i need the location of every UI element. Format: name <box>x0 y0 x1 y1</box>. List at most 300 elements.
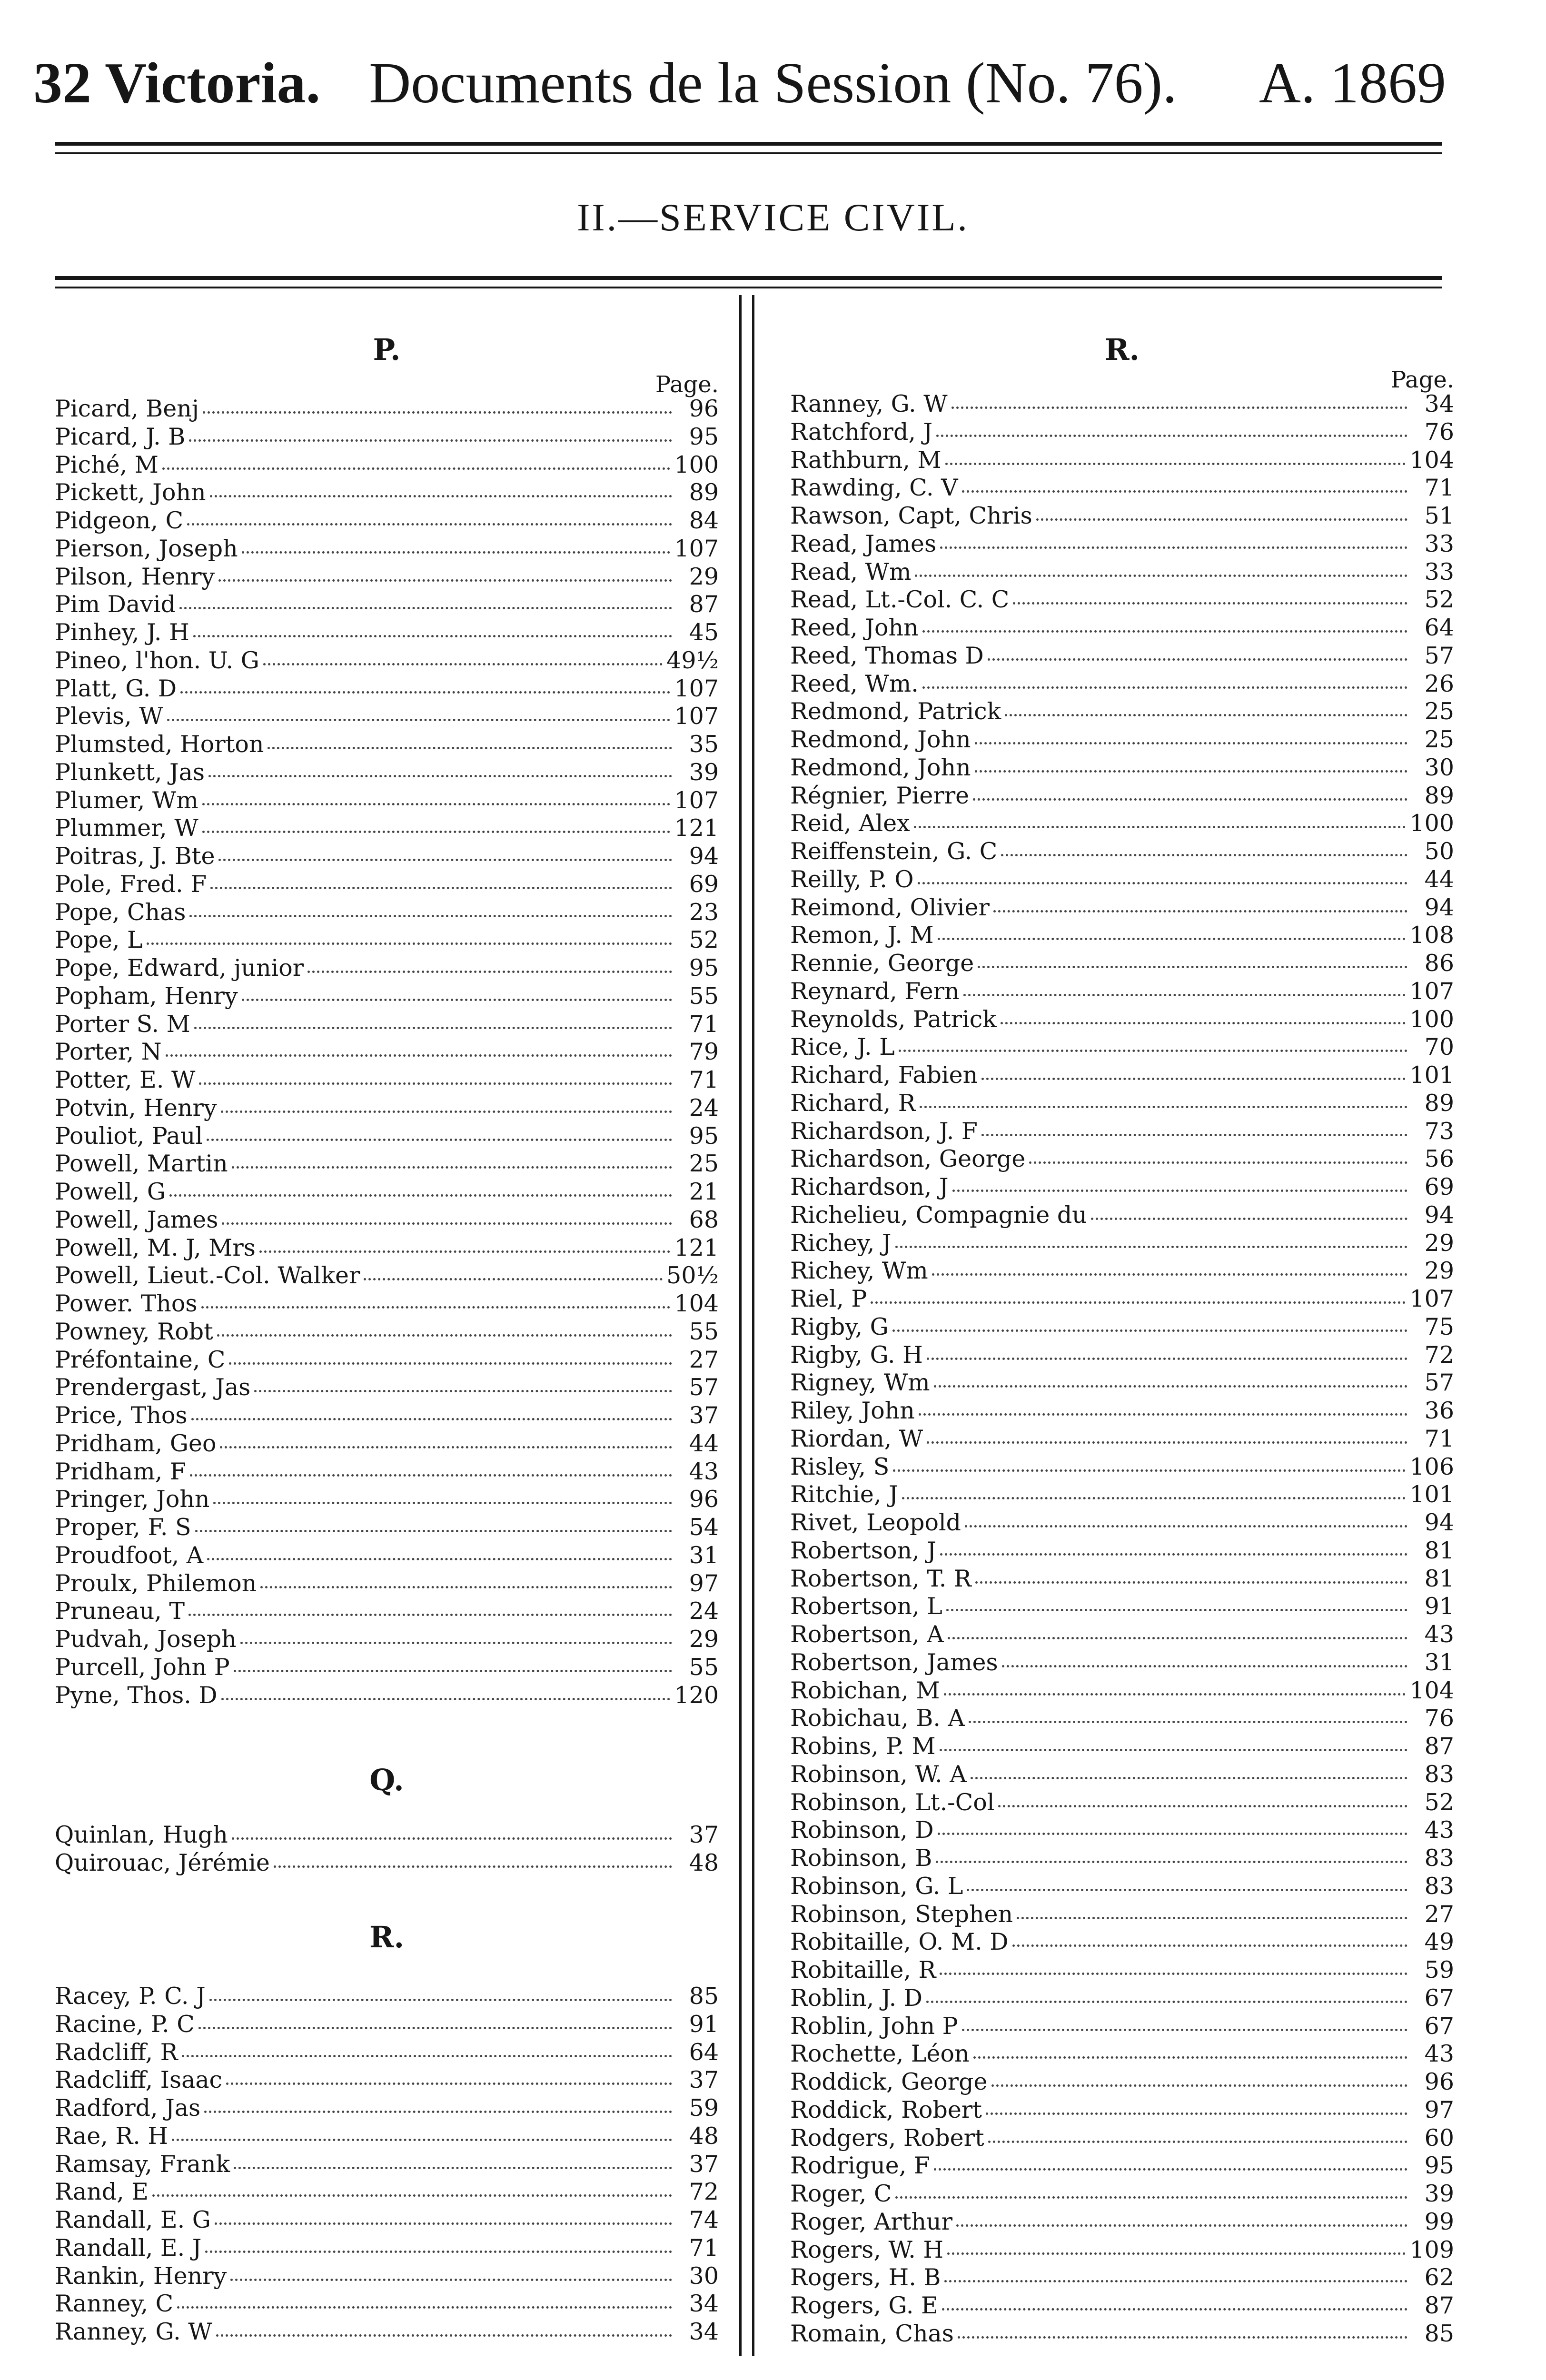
index-entry <box>790 2124 1454 2152</box>
entry-name: Radcliff, R <box>55 2038 178 2066</box>
entry-leader-dots <box>207 1542 672 1560</box>
entry-leader-dots <box>169 1178 672 1197</box>
entry-name: Robinson, W. A <box>790 1760 967 1788</box>
index-entry <box>55 1570 719 1598</box>
index-entry <box>55 1458 719 1486</box>
entry-leader-dots <box>919 1397 1407 1416</box>
entry-page-number: 94 <box>1424 893 1454 921</box>
entry-leader-dots <box>195 1514 672 1532</box>
entry-page-number: 52 <box>1424 586 1454 614</box>
entry-name: Robertson, James <box>790 1648 998 1676</box>
index-entry <box>55 1206 719 1234</box>
entry-leader-dots <box>210 871 672 889</box>
index-entry <box>55 1290 719 1318</box>
entry-page-number: 55 <box>689 1318 719 1345</box>
entry-name: Pierson, Joseph <box>55 535 238 562</box>
index-entry <box>790 1369 1454 1397</box>
entry-page-number: 57 <box>1424 1369 1454 1397</box>
entry-leader-dots <box>947 2236 1406 2255</box>
entry-name: Pouliot, Paul <box>55 1122 203 1150</box>
entry-leader-dots <box>215 2206 672 2225</box>
entry-name: Ranney, C <box>55 2290 174 2318</box>
entry-page-number: 100 <box>1409 1005 1454 1033</box>
entry-name: Piché, M <box>55 451 159 478</box>
index-entry <box>790 2013 1454 2041</box>
index-entry <box>790 978 1454 1006</box>
entry-name: Robichan, M <box>790 1676 940 1704</box>
entry-name: Rigby, G <box>790 1313 889 1340</box>
index-entry <box>790 1145 1454 1173</box>
index-entry <box>790 1006 1454 1034</box>
entry-name: Robertson, A <box>790 1621 944 1648</box>
entry-page-number: 95 <box>689 1122 719 1150</box>
entry-page-number: 49½ <box>666 646 719 674</box>
entry-leader-dots <box>1029 1145 1407 1164</box>
entry-leader-dots <box>918 866 1407 884</box>
index-entry <box>790 2096 1454 2124</box>
entry-name: Poitras, J. Bte <box>55 843 215 870</box>
entry-page-number: 54 <box>689 1514 719 1541</box>
entry-page-number: 44 <box>1424 865 1454 893</box>
index-entry <box>55 2318 719 2346</box>
entry-name: Rodrigue, F <box>790 2152 930 2180</box>
index-entry <box>55 563 719 591</box>
index-entry <box>790 390 1454 418</box>
entry-name: Picard, J. B <box>55 423 186 450</box>
entry-page-number: 52 <box>689 926 719 954</box>
entry-leader-dots <box>981 1061 1406 1080</box>
header-double-rule-top <box>55 142 1442 146</box>
entry-leader-dots <box>940 1733 1407 1751</box>
entry-leader-dots <box>202 787 671 805</box>
entry-leader-dots <box>240 1626 672 1644</box>
entry-page-number: 48 <box>689 1849 719 1876</box>
entry-leader-dots <box>220 1430 672 1448</box>
entry-name: Robertson, J <box>790 1537 936 1564</box>
entry-leader-dots <box>1005 698 1407 716</box>
index-entry <box>790 1901 1454 1929</box>
entry-leader-dots <box>274 1849 672 1868</box>
entry-page-number: 91 <box>1424 1593 1454 1620</box>
entry-page-number: 37 <box>689 1821 719 1848</box>
entry-leader-dots <box>182 2039 673 2057</box>
entry-page-number: 29 <box>689 1626 719 1653</box>
entry-page-number: 91 <box>689 2010 719 2038</box>
entry-page-number: 48 <box>689 2122 719 2150</box>
entry-leader-dots <box>958 2320 1407 2339</box>
entry-name: Proudfoot, A <box>55 1541 204 1569</box>
entry-leader-dots <box>187 507 672 526</box>
index-entry <box>790 1453 1454 1481</box>
entry-name: Pope, L <box>55 926 143 954</box>
entry-leader-dots <box>230 2262 672 2281</box>
entry-leader-dots <box>188 1597 672 1616</box>
entry-name: Rawding, C. V <box>790 474 958 502</box>
entry-name: Purcell, John P <box>55 1653 230 1681</box>
entry-name: Pim David <box>55 591 176 618</box>
entry-leader-dots <box>965 1509 1407 1527</box>
entry-page-number: 71 <box>689 1066 719 1093</box>
entry-name: Read, Wm <box>790 558 912 585</box>
entry-name: Quinlan, Hugh <box>55 1821 228 1848</box>
page-column-label: Page. <box>655 371 719 398</box>
entry-leader-dots <box>152 2178 672 2197</box>
entry-leader-dots <box>915 558 1407 577</box>
entry-leader-dots <box>213 1486 672 1504</box>
entry-leader-dots <box>975 1565 1407 1584</box>
entry-leader-dots <box>963 978 1406 996</box>
index-entry <box>790 670 1454 698</box>
entry-leader-dots <box>892 1313 1407 1332</box>
entry-leader-dots <box>189 899 672 917</box>
index-entry <box>790 922 1454 950</box>
index-entry <box>55 423 719 451</box>
entry-page-number: 106 <box>1409 1453 1454 1480</box>
entry-name: Pridham, F <box>55 1458 186 1485</box>
entry-leader-dots <box>936 418 1407 437</box>
index-entry <box>790 2320 1454 2348</box>
entry-page-number: 72 <box>1424 1341 1454 1368</box>
entry-page-number: 29 <box>1424 1257 1454 1285</box>
group-r-right-entries <box>790 390 1454 2348</box>
entry-page-number: 67 <box>1424 2012 1454 2040</box>
entry-page-number: 94 <box>1424 1201 1454 1229</box>
index-entry <box>55 731 719 759</box>
entry-page-number: 25 <box>1424 726 1454 753</box>
index-entry <box>790 642 1454 670</box>
entry-leader-dots <box>978 950 1407 968</box>
index-entry <box>55 1011 719 1039</box>
entry-page-number: 109 <box>1409 2236 1454 2263</box>
entry-page-number: 26 <box>1424 670 1454 697</box>
entry-name: Riley, John <box>790 1397 915 1424</box>
entry-name: Reilly, P. O <box>790 865 914 893</box>
entry-page-number: 55 <box>689 1653 719 1681</box>
index-entry <box>790 2236 1454 2264</box>
entry-name: Robitaille, R <box>790 1956 936 1983</box>
entry-leader-dots <box>177 2290 672 2309</box>
header-center-documents: Documents de la Session (No. 76). <box>369 51 1177 115</box>
entry-page-number: 81 <box>1424 1565 1454 1592</box>
entry-page-number: 69 <box>689 870 719 898</box>
entry-page-number: 37 <box>689 2150 719 2178</box>
entry-page-number: 29 <box>1424 1229 1454 1257</box>
entry-page-number: 120 <box>674 1681 719 1709</box>
entry-name: Racine, P. C <box>55 2010 195 2038</box>
entry-page-number: 84 <box>689 507 719 534</box>
entry-leader-dots <box>167 703 671 721</box>
entry-name: Roddick, George <box>790 2068 988 2095</box>
entry-page-number: 64 <box>689 2038 719 2066</box>
entry-name: Reynolds, Patrick <box>790 1005 997 1033</box>
entry-name: Rigby, G. H <box>790 1341 923 1368</box>
index-entry <box>55 1094 719 1122</box>
entry-name: Read, James <box>790 530 937 557</box>
index-entry <box>790 782 1454 810</box>
index-entry <box>790 586 1454 614</box>
entry-leader-dots <box>938 922 1406 940</box>
entry-name: Robinson, B <box>790 1844 932 1872</box>
entry-page-number: 24 <box>689 1597 719 1625</box>
entry-leader-dots <box>973 782 1407 801</box>
entry-leader-dots <box>1017 1901 1407 1919</box>
entry-name: Roblin, J. D <box>790 1984 923 2012</box>
entry-name: Rigney, Wm <box>790 1369 930 1397</box>
entry-name: Richardson, J. F <box>790 1117 978 1145</box>
entry-leader-dots <box>208 759 672 777</box>
index-entry <box>790 1844 1454 1873</box>
entry-page-number: 31 <box>1424 1648 1454 1676</box>
index-entry <box>790 950 1454 978</box>
entry-leader-dots <box>988 2124 1407 2143</box>
entry-leader-dots <box>969 1705 1407 1723</box>
entry-page-number: 108 <box>1409 922 1454 949</box>
entry-leader-dots <box>902 1481 1406 1499</box>
entry-name: Remon, J. M <box>790 922 934 949</box>
entry-page-number: 72 <box>689 2178 719 2206</box>
group-q-entries <box>55 1821 719 1877</box>
index-entry <box>55 1514 719 1542</box>
entry-leader-dots <box>871 1285 1406 1304</box>
entry-name: Richey, J <box>790 1229 892 1257</box>
entry-leader-dots <box>922 670 1407 689</box>
entry-page-number: 86 <box>1424 950 1454 977</box>
entry-leader-dots <box>147 926 672 945</box>
entry-leader-dots <box>218 843 672 861</box>
entry-leader-dots <box>179 591 672 609</box>
index-entry <box>790 446 1454 475</box>
entry-name: Reimond, Olivier <box>790 893 990 921</box>
entry-page-number: 30 <box>1424 754 1454 781</box>
entry-page-number: 49 <box>1424 1928 1454 1956</box>
entry-leader-dots <box>259 1234 671 1253</box>
entry-page-number: 43 <box>1424 1816 1454 1844</box>
entry-page-number: 97 <box>1424 2096 1454 2123</box>
entry-name: Rogers, G. E <box>790 2292 938 2319</box>
index-entry <box>55 1346 719 1374</box>
index-entry <box>55 1430 719 1458</box>
index-entry <box>55 1318 719 1346</box>
entry-page-number: 45 <box>689 619 719 646</box>
index-entry <box>790 2208 1454 2236</box>
index-entry <box>790 1537 1454 1565</box>
index-entry <box>55 1542 719 1570</box>
entry-page-number: 97 <box>689 1569 719 1597</box>
entry-page-number: 25 <box>689 1150 719 1178</box>
entry-leader-dots <box>221 1682 671 1700</box>
entry-leader-dots <box>946 1593 1407 1611</box>
entry-leader-dots <box>204 2094 672 2113</box>
entry-name: Robitaille, O. M. D <box>790 1928 1009 1956</box>
index-entry <box>790 1425 1454 1453</box>
entry-page-number: 87 <box>1424 2292 1454 2319</box>
entry-leader-dots <box>190 1458 672 1477</box>
entry-page-number: 69 <box>1424 1173 1454 1200</box>
entry-page-number: 62 <box>1424 2264 1454 2291</box>
entry-leader-dots <box>180 675 670 694</box>
entry-name: Pridham, Geo <box>55 1429 217 1457</box>
index-entry <box>790 1677 1454 1705</box>
entry-page-number: 57 <box>689 1374 719 1401</box>
entry-name: Risley, S <box>790 1453 890 1480</box>
entry-page-number: 76 <box>1424 1705 1454 1732</box>
entry-name: Picard, Benj <box>55 395 199 422</box>
entry-name: Radford, Jas <box>55 2094 201 2122</box>
entry-name: Pringer, John <box>55 1486 210 1513</box>
index-entry <box>790 698 1454 726</box>
entry-page-number: 87 <box>689 591 719 618</box>
page-column-label-right: Page. <box>1390 367 1454 393</box>
index-entry <box>55 703 719 731</box>
entry-leader-dots <box>895 1230 1407 1248</box>
index-entry <box>55 619 719 647</box>
entry-leader-dots <box>981 1118 1407 1136</box>
index-entry <box>790 1033 1454 1061</box>
entry-leader-dots <box>234 1654 672 1672</box>
index-entry <box>55 899 719 927</box>
entry-name: Powell, Lieut.-Col. Walker <box>55 1262 360 1289</box>
entry-page-number: 94 <box>689 843 719 870</box>
entry-page-number: 101 <box>1409 1481 1454 1508</box>
entry-leader-dots <box>201 1290 671 1309</box>
entry-page-number: 83 <box>1424 1844 1454 1872</box>
entry-name: Pinhey, J. H <box>55 619 189 646</box>
entry-leader-dots <box>268 731 672 749</box>
entry-page-number: 21 <box>689 1178 719 1205</box>
entry-leader-dots <box>229 1346 672 1365</box>
index-entry <box>790 1621 1454 1649</box>
entry-name: Richardson, J <box>790 1173 949 1200</box>
entry-leader-dots <box>234 2151 672 2169</box>
entry-leader-dots <box>975 754 1407 773</box>
entry-name: Riordan, W <box>790 1425 923 1452</box>
entry-leader-dots <box>951 390 1407 409</box>
header-right-year: A. 1869 <box>1259 51 1446 115</box>
entry-page-number: 89 <box>1424 782 1454 809</box>
index-entry <box>55 1983 719 2011</box>
entry-name: Racey, P. C. J <box>55 1983 206 2010</box>
entry-page-number: 39 <box>689 758 719 786</box>
entry-page-number: 85 <box>689 1983 719 2010</box>
entry-name: Robertson, L <box>790 1593 942 1620</box>
entry-name: Richelieu, Compagnie du <box>790 1201 1087 1229</box>
entry-leader-dots <box>216 2318 672 2337</box>
index-entry <box>55 1066 719 1094</box>
entry-name: Pidgeon, C <box>55 507 184 534</box>
index-entry <box>790 1928 1454 1956</box>
entry-leader-dots <box>193 619 672 637</box>
entry-leader-dots <box>962 2013 1407 2031</box>
entry-leader-dots <box>199 1066 672 1085</box>
index-entry <box>790 502 1454 530</box>
index-entry <box>55 675 719 703</box>
entry-page-number: 33 <box>1424 558 1454 585</box>
entry-name: Popham, Henry <box>55 982 238 1010</box>
entry-leader-dots <box>232 1821 672 1840</box>
entry-name: Rathburn, M <box>790 446 941 474</box>
entry-leader-dots <box>998 1789 1407 1807</box>
entry-name: Reed, Thomas D <box>790 642 984 669</box>
entry-page-number: 107 <box>674 703 719 730</box>
entry-leader-dots <box>952 1173 1407 1192</box>
index-entry <box>55 982 719 1011</box>
entry-name: Ranney, G. W <box>790 390 948 417</box>
index-entry <box>790 1761 1454 1789</box>
entry-leader-dots <box>932 1257 1407 1276</box>
index-entry <box>55 1402 719 1430</box>
entry-page-number: 83 <box>1424 1872 1454 1900</box>
entry-leader-dots <box>307 954 672 973</box>
entry-page-number: 43 <box>1424 1621 1454 1648</box>
entry-name: Pudvah, Joseph <box>55 1626 237 1653</box>
entry-page-number: 50½ <box>666 1262 719 1289</box>
entry-page-number: 25 <box>1424 698 1454 725</box>
entry-name: Pickett, John <box>55 479 206 506</box>
entry-leader-dots <box>948 1621 1407 1639</box>
entry-page-number: 100 <box>674 451 719 478</box>
entry-leader-dots <box>166 1038 672 1057</box>
index-entry <box>790 1285 1454 1313</box>
entry-page-number: 27 <box>689 1346 719 1373</box>
entry-name: Porter S. M <box>55 1010 190 1038</box>
entry-leader-dots <box>914 810 1406 828</box>
entry-leader-dots <box>940 530 1407 549</box>
index-entry <box>55 479 719 507</box>
entry-name: Richard, Fabien <box>790 1061 978 1089</box>
entry-leader-dots <box>205 2234 672 2253</box>
index-entry <box>55 2011 719 2039</box>
entry-name: Rivet, Leopold <box>790 1509 961 1536</box>
entry-name: Régnier, Pierre <box>790 782 970 809</box>
entry-page-number: 34 <box>689 2290 719 2318</box>
index-entry <box>790 2264 1454 2292</box>
entry-page-number: 59 <box>689 2094 719 2122</box>
entry-page-number: 24 <box>689 1094 719 1121</box>
entry-page-number: 107 <box>674 786 719 814</box>
entry-name: Ramsay, Frank <box>55 2150 230 2178</box>
entry-leader-dots <box>218 563 672 582</box>
entry-name: Reed, John <box>790 614 919 641</box>
entry-leader-dots <box>1012 1928 1407 1947</box>
entry-name: Powell, James <box>55 1206 218 1233</box>
entry-leader-dots <box>927 1425 1407 1444</box>
index-entry <box>790 866 1454 894</box>
entry-page-number: 67 <box>1424 1984 1454 2012</box>
entry-leader-dots <box>934 1369 1407 1388</box>
entry-name: Pineo, l'hon. U. G <box>55 646 259 674</box>
index-entry <box>790 726 1454 754</box>
index-entry <box>55 1597 719 1626</box>
entry-page-number: 64 <box>1424 614 1454 641</box>
entry-page-number: 121 <box>674 814 719 842</box>
entry-name: Rice, J. L <box>790 1033 895 1061</box>
entry-page-number: 71 <box>1424 474 1454 502</box>
entry-page-number: 52 <box>1424 1788 1454 1816</box>
entry-name: Robinson, Lt.-Col <box>790 1788 995 1816</box>
entry-page-number: 37 <box>689 2066 719 2094</box>
entry-page-number: 107 <box>1409 1285 1454 1312</box>
entry-leader-dots <box>991 2068 1407 2087</box>
entry-name: Romain, Chas <box>790 2320 954 2347</box>
index-entry <box>790 810 1454 838</box>
entry-page-number: 73 <box>1424 1117 1454 1145</box>
entry-leader-dots <box>198 2011 672 2029</box>
entry-name: Powell, G <box>55 1178 166 1205</box>
entry-leader-dots <box>242 982 672 1001</box>
entry-page-number: 31 <box>689 1541 719 1569</box>
index-entry <box>790 1118 1454 1146</box>
entry-name: Randall, E. G <box>55 2206 211 2233</box>
